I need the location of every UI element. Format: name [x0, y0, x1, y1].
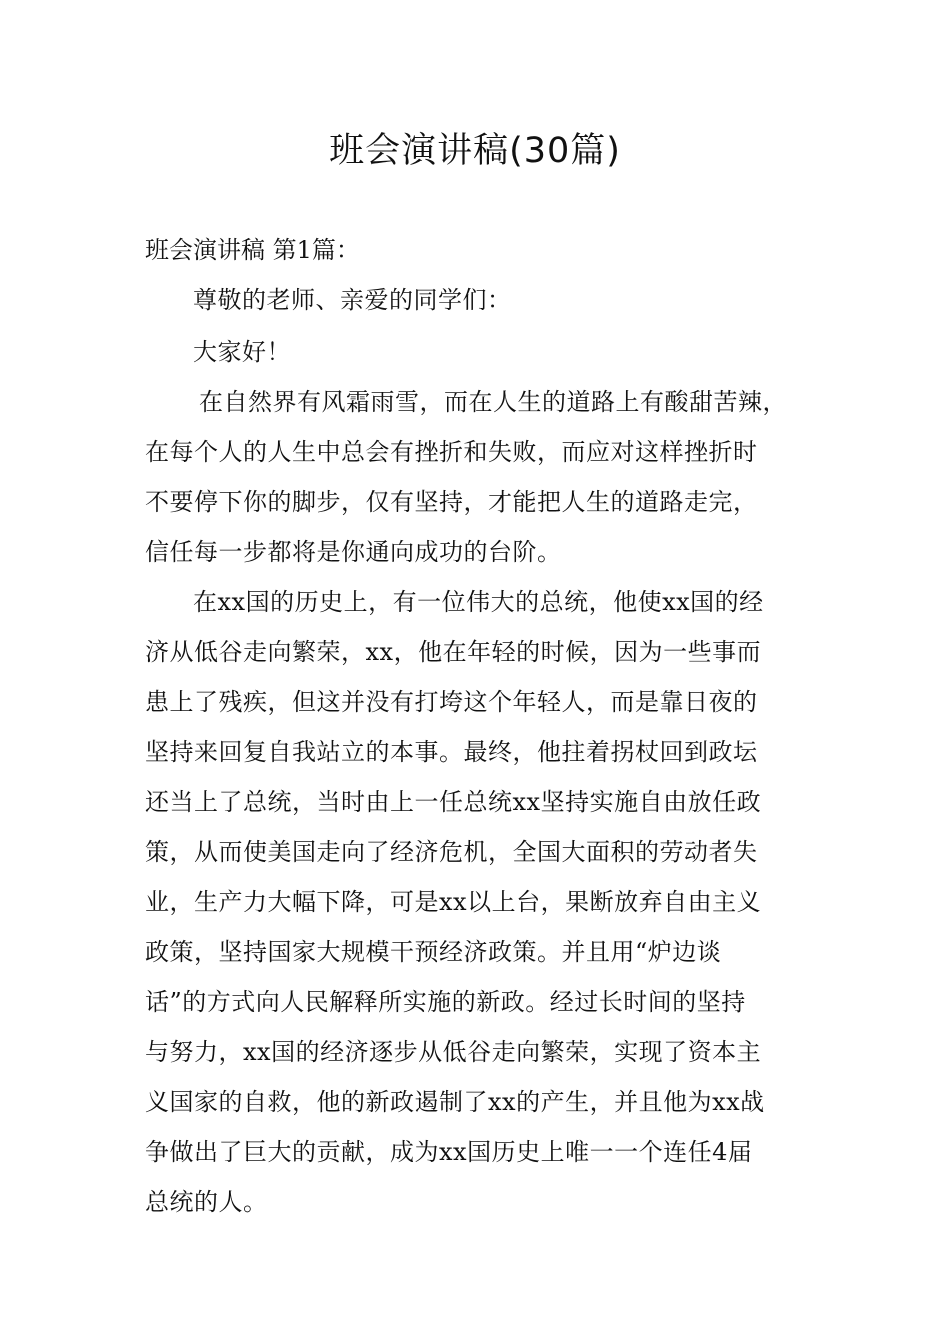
section-heading: 班会演讲稿 第1篇： [145, 236, 360, 264]
paragraph-line: 政策，坚持国家大规模干预经济政策。并且用“炉边谈 [145, 938, 722, 966]
paragraph-line: 济从低谷走向繁荣，xx，他在年轻的时候，因为一些事而 [145, 638, 762, 666]
paragraph-line: 策，从而使美国走向了经济危机，全国大面积的劳动者失 [145, 838, 758, 866]
paragraph-line: 业，生产力大幅下降，可是xx以上台，果断放弃自由主义 [145, 888, 762, 916]
paragraph-line: 不要停下你的脚步，仅有坚持，才能把人生的道路走完， [145, 488, 758, 516]
paragraph-line: 在每个人的人生中总会有挫折和失败，而应对这样挫折时 [145, 438, 758, 466]
paragraph-line: 坚持来回复自我站立的本事。最终，他拄着拐杖回到政坛 [145, 738, 758, 766]
paragraph-line: 义国家的自救，他的新政遏制了xx的产生，并且他为xx战 [145, 1088, 765, 1116]
paragraph-line: 信任每一步都将是你通向成功的台阶。 [145, 538, 562, 566]
paragraph-line: 还当上了总统，当时由上一任总统xx坚持实施自由放任政 [145, 788, 762, 816]
greeting: 大家好！ [193, 338, 291, 366]
salutation: 尊敬的老师、亲爱的同学们： [193, 286, 512, 314]
document-title: 班会演讲稿(30篇) [329, 131, 621, 171]
paragraph-line: 在自然界有风霜雨雪，而在人生的道路上有酸甜苦辣， [199, 388, 787, 416]
paragraph-line: 争做出了巨大的贡献，成为xx国历史上唯一一个连任4届 [145, 1138, 753, 1166]
paragraph-line: 话”的方式向人民解释所实施的新政。经过长时间的坚持 [145, 988, 746, 1016]
paragraph-line: 在xx国的历史上，有一位伟大的总统，他使xx国的经 [193, 588, 764, 616]
paragraph-line: 患上了残疾，但这并没有打垮这个年轻人，而是靠日夜的 [145, 688, 758, 716]
paragraph-line: 总统的人。 [145, 1188, 268, 1216]
paragraph-line: 与努力，xx国的经济逐步从低谷走向繁荣，实现了资本主 [145, 1038, 762, 1066]
